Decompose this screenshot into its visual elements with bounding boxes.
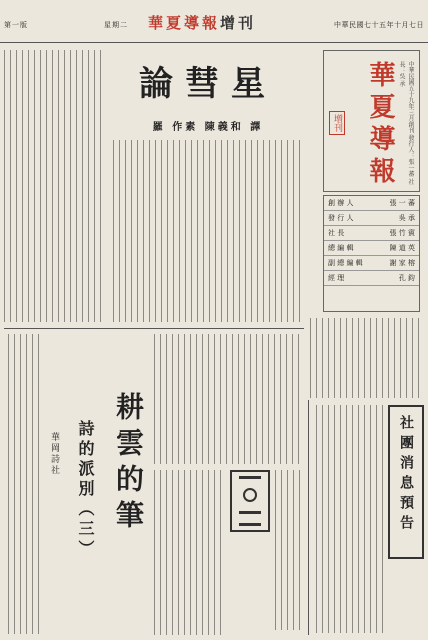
- notice-box: [388, 405, 424, 559]
- paper-logo-box: [323, 50, 420, 192]
- weekday: 星期二: [104, 21, 128, 29]
- staff-row: 社 長 張 竹 賓: [324, 226, 419, 241]
- article-text-lower-mid: [150, 334, 304, 464]
- article-text-mid-top: [110, 140, 305, 322]
- issue-date: 中華民國七十五年十月七日: [334, 21, 424, 29]
- logo-stamp: 增刊: [329, 111, 345, 135]
- horizontal-rule: [4, 328, 304, 329]
- ornament-figure: [230, 470, 270, 532]
- logo-subtitle: 中華民國五十九年三月創刊 發行人：張一蕃 社長：吳 承: [398, 61, 414, 185]
- poem-text-right: [150, 470, 226, 635]
- poem-title: 耕雲的筆: [112, 392, 145, 536]
- article-title-area: [118, 56, 298, 114]
- paper-name: 華夏導報: [148, 14, 221, 32]
- article-title: 論彗星: [139, 64, 277, 104]
- article-text-lower-right: [270, 470, 305, 630]
- poem-text-left: [4, 334, 44, 634]
- article-text-right-mid: [310, 318, 424, 398]
- staff-row: 副 總 編 輯 謝 家 榕: [324, 256, 419, 271]
- paper-suffix: 增刊: [220, 14, 257, 32]
- vertical-rule: [308, 400, 309, 635]
- notice-text: [312, 405, 388, 633]
- notice-title: 社團消息預告: [398, 415, 414, 535]
- staff-row: 發 行 人 吳 承: [324, 211, 419, 226]
- staff-row: 總 編 輯 陳 道 英: [324, 241, 419, 256]
- logo-name: 華夏導報: [365, 61, 395, 189]
- poem-subtitle: 詩的派別（三）: [76, 420, 95, 560]
- staff-row: 創 辦 人 張 一 蕃: [324, 196, 419, 211]
- staff-list: [323, 195, 420, 312]
- masthead-title: [148, 12, 256, 33]
- masthead: [0, 0, 428, 43]
- article-byline: 羅 作素 陳義和 譯: [152, 122, 264, 133]
- poem-author: 華岡詩社: [49, 432, 59, 476]
- article-text-left-top: [4, 50, 106, 322]
- page-number: 第一版: [4, 21, 28, 29]
- staff-row: 經 理 孔 鈞: [324, 271, 419, 286]
